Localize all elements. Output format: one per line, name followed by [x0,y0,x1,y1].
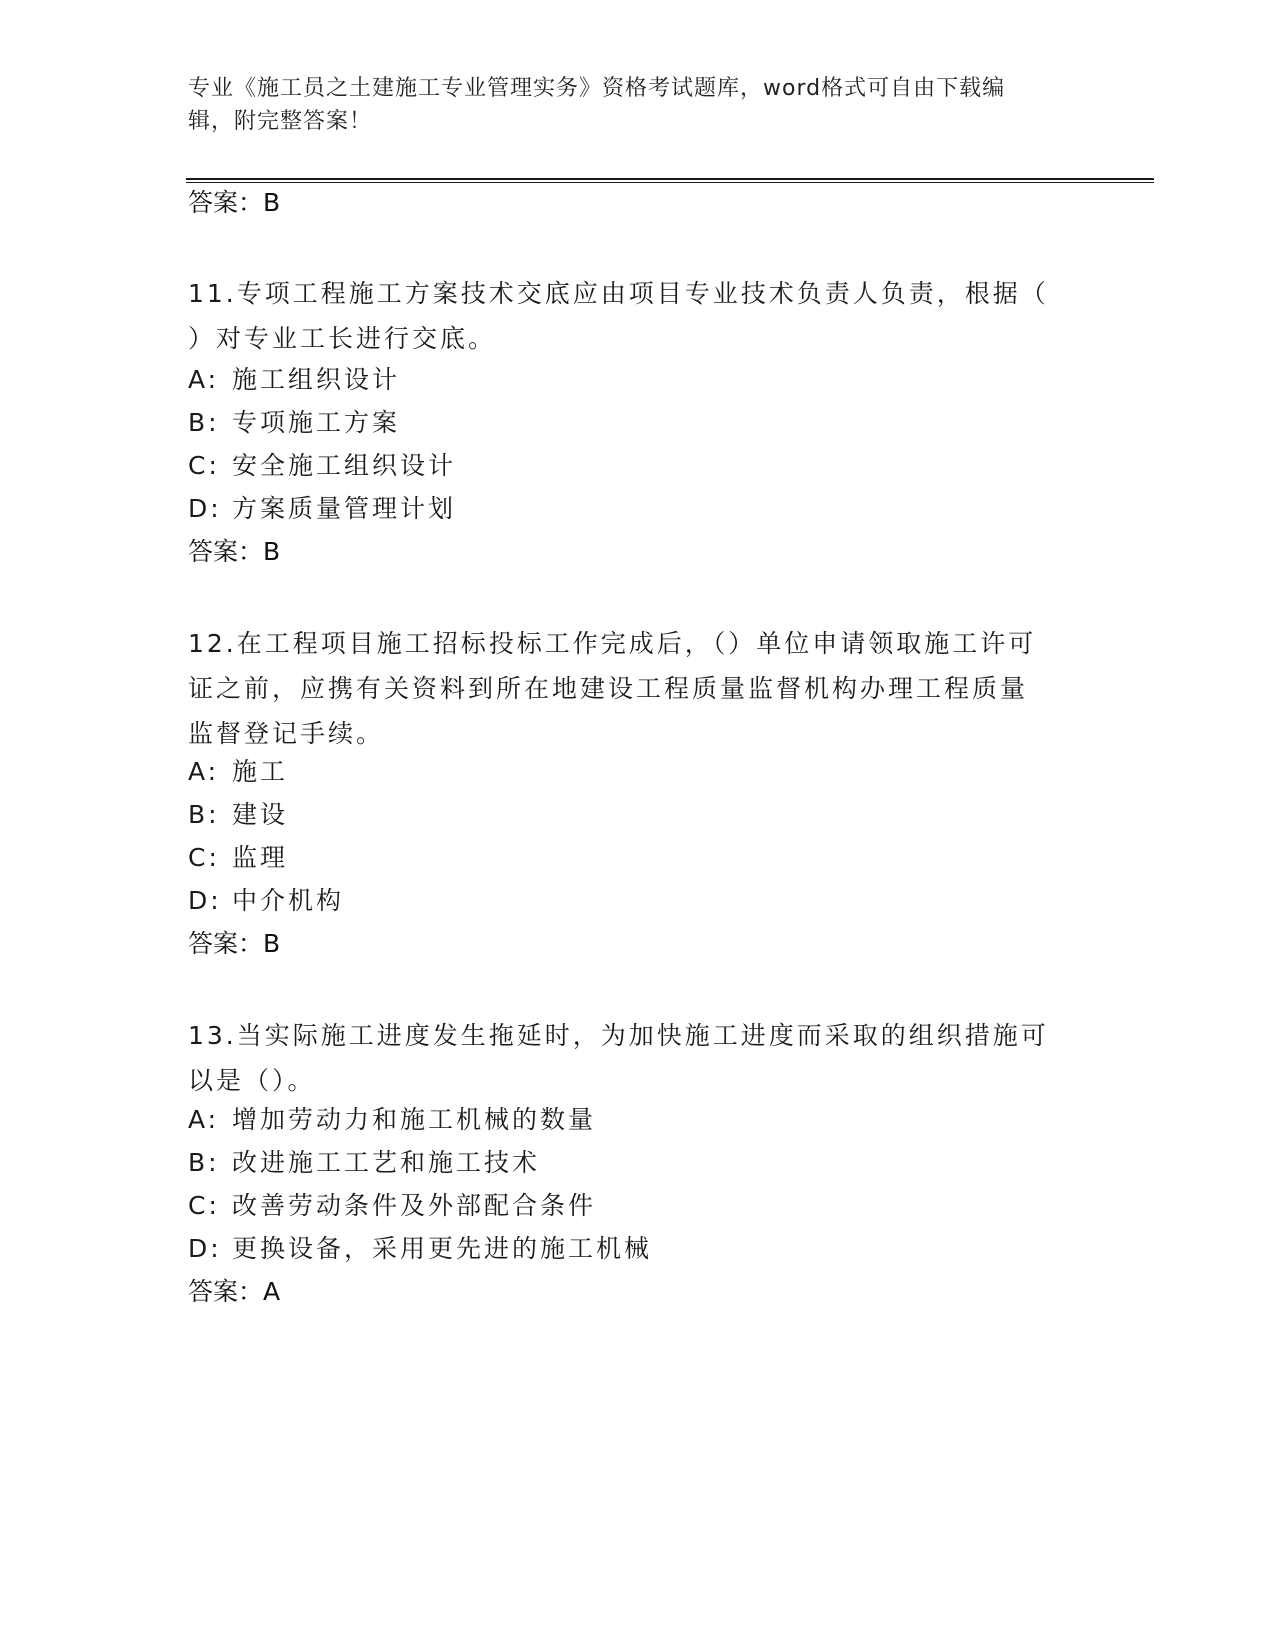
option-key: B: [188,800,220,829]
question-stem-line: ）对专业工长进行交底。 [188,324,497,353]
question-13-option-a [188,1103,596,1137]
header-divider-thin [186,182,1154,183]
option-text: 中介机构 [232,886,345,915]
option-text: 监理 [232,843,289,872]
option-text: 施工组织设计 [232,365,401,394]
option-key: B: [188,408,220,437]
question-stem-line: 监督登记手续。 [188,719,385,748]
question-13-option-c [188,1189,596,1223]
previous-answer: 答案：B [188,188,281,217]
question-12-option-d [188,884,344,918]
option-key: D: [188,886,222,915]
question-13-option-b [188,1146,540,1180]
option-key: C: [188,843,220,872]
option-key: A: [188,1105,220,1134]
question-stem-line: 11.专项工程施工方案技术交底应由项目专业技术负责人负责，根据（ [188,279,1049,308]
question-11-stem [188,271,1068,361]
question-12-option-b [188,798,288,832]
question-11-option-c [188,449,456,483]
header-line-1: 专业《施工员之土建施工专业管理实务》资格考试题库，word格式可自由下载编 [188,76,1006,101]
option-text: 更换设备，采用更先进的施工机械 [232,1234,653,1263]
question-stem-line: 13.当实际施工进度发生拖延时，为加快施工进度而采取的组织措施可 [188,1021,1049,1050]
option-key: A: [188,365,220,394]
option-text: 建设 [232,800,289,829]
question-stem-line: 证之前，应携有关资料到所在地建设工程质量监督机构办理工程质量 [188,674,1029,703]
question-12-option-a [188,755,288,789]
option-key: D: [188,494,222,523]
question-13-answer: 答案：A [188,1277,281,1306]
option-text: 改进施工工艺和施工技术 [232,1148,541,1177]
option-text: 改善劳动条件及外部配合条件 [232,1191,597,1220]
page-header [188,72,1068,138]
question-12-option-c [188,841,288,875]
question-stem-line: 12.在工程项目施工招标投标工作完成后，（）单位申请领取施工许可 [188,629,1037,658]
question-stem-line: 以是（）。 [188,1066,316,1095]
option-text: 专项施工方案 [232,408,401,437]
option-key: C: [188,451,220,480]
question-11-answer: 答案：B [188,537,281,566]
header-line-2: 辑，附完整答案！ [188,109,373,134]
option-key: B: [188,1148,220,1177]
question-12-stem [188,621,1068,756]
option-text: 增加劳动力和施工机械的数量 [232,1105,597,1134]
question-11-option-b [188,406,400,440]
option-text: 安全施工组织设计 [232,451,457,480]
question-11-option-d [188,492,456,526]
question-13-option-d [188,1232,652,1266]
question-11-option-a [188,363,400,397]
question-13-stem [188,1013,1068,1103]
header-divider-thick [186,178,1154,180]
option-key: C: [188,1191,220,1220]
question-12-answer: 答案：B [188,929,281,958]
option-key: D: [188,1234,222,1263]
option-text: 施工 [232,757,289,786]
option-text: 方案质量管理计划 [232,494,457,523]
option-key: A: [188,757,220,786]
